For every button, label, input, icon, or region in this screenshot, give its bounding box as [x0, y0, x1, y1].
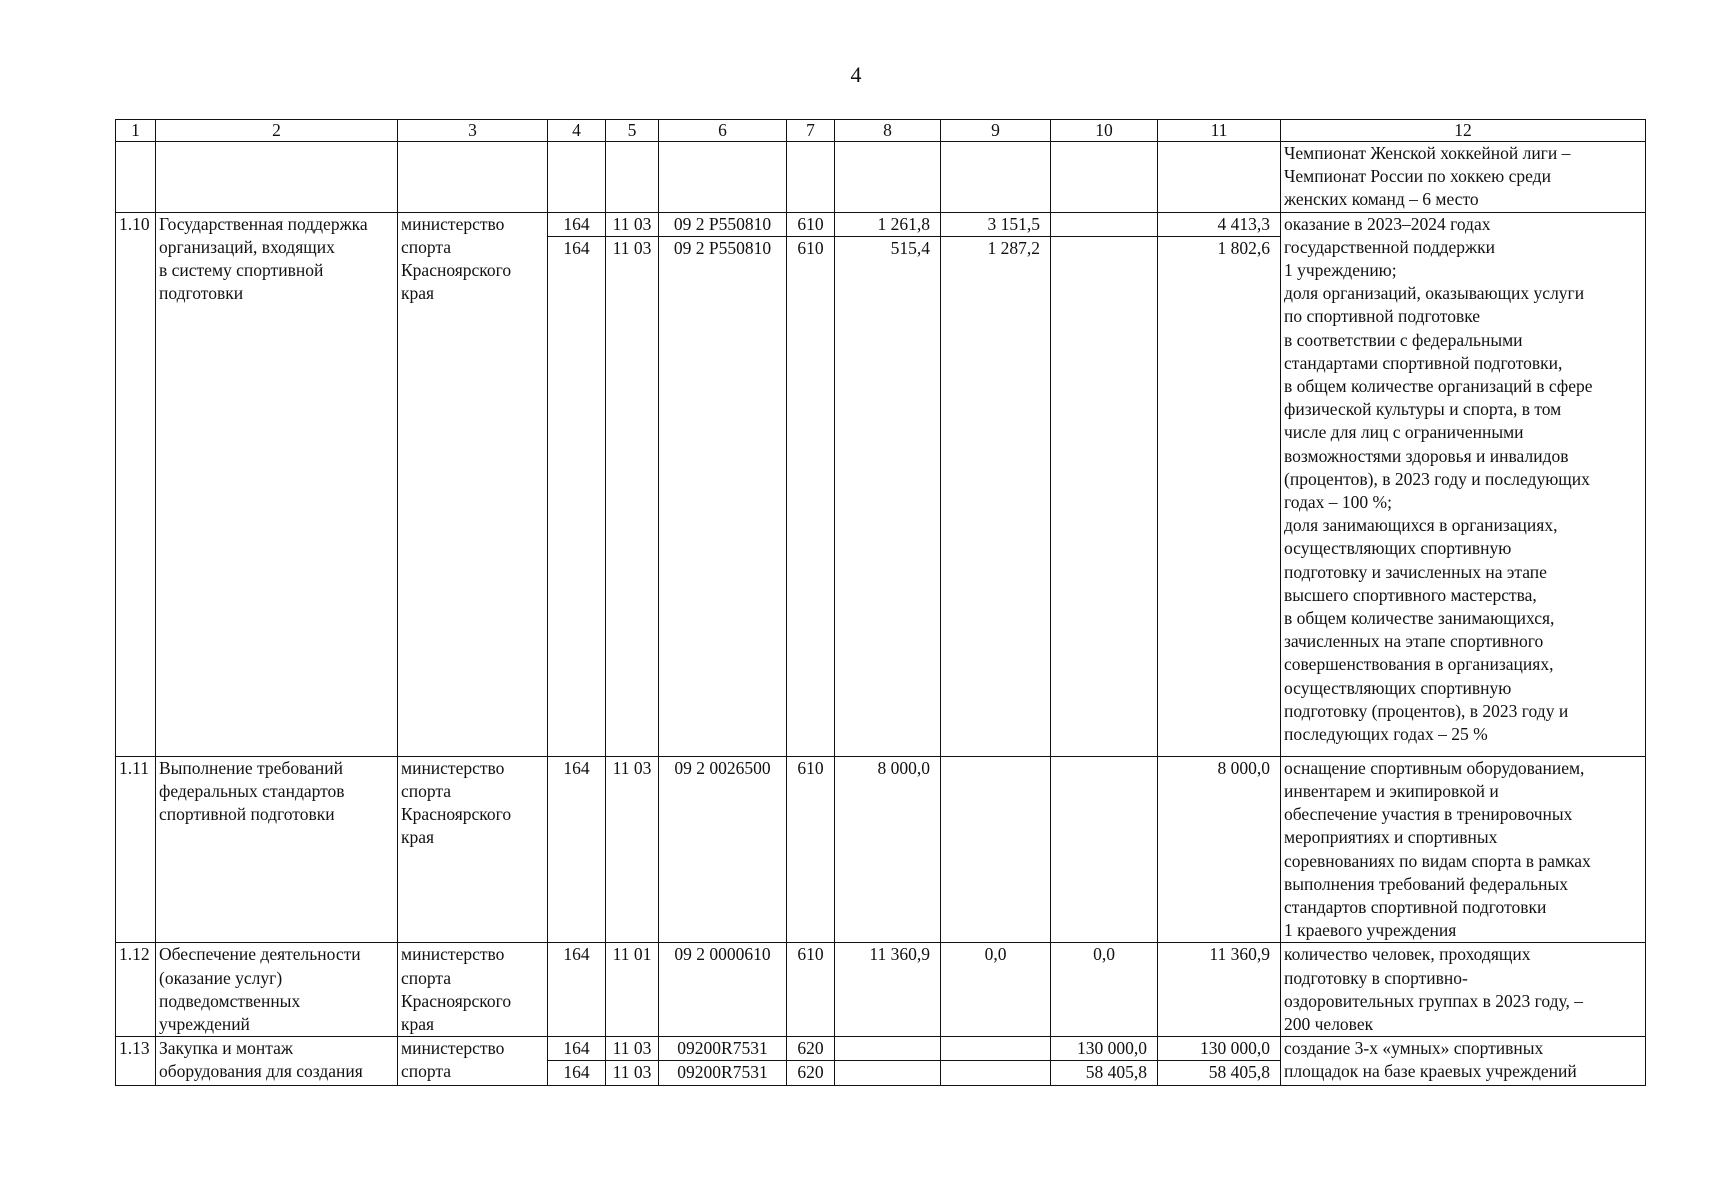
amount-2024: [941, 1037, 1051, 1061]
grbs-code: 164: [548, 1061, 606, 1085]
vr-code: 620: [787, 1061, 835, 1085]
executor: министерство спорта Красноярского края: [398, 756, 548, 943]
result-cell: количество человек, проходящих подготовку в спортивно- оздоровительных группах в 2023 году, – 200 человек: [1281, 943, 1646, 1037]
activity-name: Выполнение требований федеральных стандартов спортивной подготовки: [156, 756, 398, 943]
col-header: 9: [941, 120, 1051, 142]
vr-code: 610: [787, 236, 835, 756]
csr-code: 09 2 P550810: [659, 212, 787, 236]
col-header: 7: [787, 120, 835, 142]
table-row-1-11: [116, 756, 1646, 943]
amount-2023: [835, 1037, 941, 1061]
row-number: 1.11: [116, 756, 156, 943]
amount-2024: [941, 1061, 1051, 1085]
activity-name: Государственная поддержка организаций, входящих в систему спортивной подготовки: [156, 212, 398, 756]
executor: министерство спорта: [398, 1037, 548, 1085]
amount-total: 11 360,9: [1158, 943, 1281, 1037]
row-number: 1.13: [116, 1037, 156, 1085]
amount-2023: 8 000,0: [835, 756, 941, 943]
amount-total: 58 405,8: [1158, 1061, 1281, 1085]
amount-2023: 11 360,9: [835, 943, 941, 1037]
amount-2024: 3 151,5: [941, 212, 1051, 236]
result-cell: оснащение спортивным оборудованием, инвентарем и экипировкой и обеспечение участия в тренировочных мероприятиях и спортивных соревнованиях по видам спорта в рамках выполнения требований федеральных стандартов спортивной подготовки 1 краевого учреждения: [1281, 756, 1646, 943]
amount-2024: [941, 756, 1051, 943]
rzpr-code: 11 03: [606, 212, 659, 236]
col-header: 3: [398, 120, 548, 142]
csr-code: 09 2 0026500: [659, 756, 787, 943]
amount-total: 4 413,3: [1158, 212, 1281, 236]
executor: министерство спорта Красноярского края: [398, 212, 548, 756]
amount-2024: 0,0: [941, 943, 1051, 1037]
table-row-1-12: [116, 943, 1646, 1037]
result-cell: создание 3-х «умных» спортивных площадок на базе краевых учреждений: [1281, 1037, 1646, 1085]
csr-code: 09200R7531: [659, 1061, 787, 1085]
amount-2025: 58 405,8: [1051, 1061, 1158, 1085]
amount-total: 130 000,0: [1158, 1037, 1281, 1061]
activity-name: Закупка и монтаж оборудования для создания: [156, 1037, 398, 1085]
col-header: 2: [156, 120, 398, 142]
grbs-code: 164: [548, 236, 606, 756]
amount-2025: [1051, 236, 1158, 756]
col-header: 5: [606, 120, 659, 142]
csr-code: 09200R7531: [659, 1037, 787, 1061]
amount-2024: 1 287,2: [941, 236, 1051, 756]
rzpr-code: 11 03: [606, 1061, 659, 1085]
grbs-code: 164: [548, 1037, 606, 1061]
col-header: 8: [835, 120, 941, 142]
amount-2025: [1051, 212, 1158, 236]
grbs-code: 164: [548, 212, 606, 236]
rzpr-code: 11 01: [606, 943, 659, 1037]
col-header: 4: [548, 120, 606, 142]
grbs-code: 164: [548, 943, 606, 1037]
amount-2025: 0,0: [1051, 943, 1158, 1037]
rzpr-code: 11 03: [606, 756, 659, 943]
col-header: 6: [659, 120, 787, 142]
table-row-continuation: [116, 142, 1646, 213]
amount-2023: [835, 1061, 941, 1085]
amount-2023: 1 261,8: [835, 212, 941, 236]
rzpr-code: 11 03: [606, 1037, 659, 1061]
row-number: 1.10: [116, 212, 156, 756]
program-activities-table: [115, 119, 1646, 1086]
page-number: 4: [850, 62, 862, 87]
rzpr-code: 11 03: [606, 236, 659, 756]
csr-code: 09 2 0000610: [659, 943, 787, 1037]
col-header: 1: [116, 120, 156, 142]
amount-2025: [1051, 756, 1158, 943]
vr-code: 620: [787, 1037, 835, 1061]
table-row-1-13: [116, 1037, 1646, 1061]
amount-total: 1 802,6: [1158, 236, 1281, 756]
col-header: 11: [1158, 120, 1281, 142]
executor: министерство спорта Красноярского края: [398, 943, 548, 1037]
col-header: 10: [1051, 120, 1158, 142]
result-cell: Чемпионат Женской хоккейной лиги – Чемпионат России по хоккею среди женских команд – 6 место: [1281, 142, 1646, 213]
amount-2023: 515,4: [835, 236, 941, 756]
col-header: 12: [1281, 120, 1646, 142]
row-number: 1.12: [116, 943, 156, 1037]
amount-total: 8 000,0: [1158, 756, 1281, 943]
vr-code: 610: [787, 943, 835, 1037]
grbs-code: 164: [548, 756, 606, 943]
result-cell: оказание в 2023–2024 годах государственной поддержки 1 учреждению; доля организаций, оказывающих услуги по спортивной подготовке в соответствии с федеральными стандартами спортивной подготовки, в общем количестве организаций в сфере физической культуры и спорта, в том числе для лиц с ограниченными возможностями здоровья и инвалидов (процентов), в 2023 году и последующих годах – 100 %; доля занимающихся в организациях, осуществляющих спортивную подготовку и зачисленных на этапе высшего спортивного мастерства, в общем количестве занимающихся, зачисленных на этапе спортивного совершенствования в организациях, осуществляющих спортивную подготовку (процентов), в 2023 году и последующих годах – 25 %: [1281, 212, 1646, 756]
csr-code: 09 2 P550810: [659, 236, 787, 756]
amount-2025: 130 000,0: [1051, 1037, 1158, 1061]
activity-name: Обеспечение деятельности (оказание услуг) подведомственных учреждений: [156, 943, 398, 1037]
vr-code: 610: [787, 212, 835, 236]
vr-code: 610: [787, 756, 835, 943]
table-row-1-10: [116, 212, 1646, 236]
column-numbers-row: [116, 120, 1646, 142]
